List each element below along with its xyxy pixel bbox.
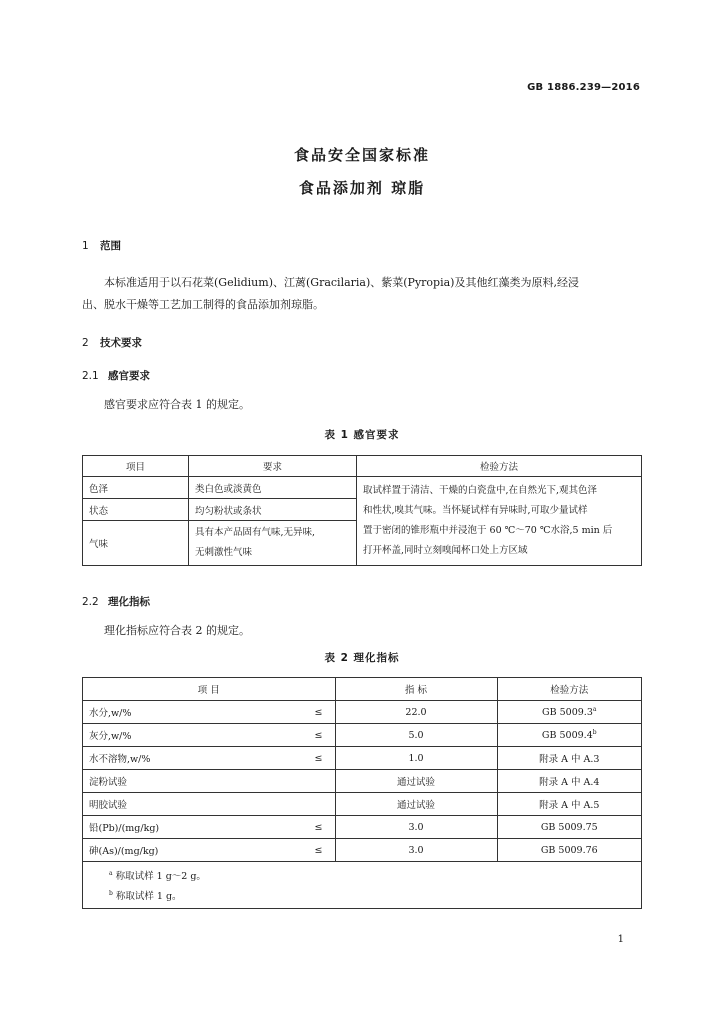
section-title: 技术要求 (100, 337, 142, 349)
cell-item: 水分,w/% (83, 701, 287, 724)
cell-requirement: 均匀粉状或条状 (189, 499, 357, 521)
section-title: 理化指标 (108, 596, 150, 608)
cell-item: 灰分,w/% (83, 724, 287, 747)
table-header-row (83, 456, 642, 477)
cell-relation: ≤ (287, 747, 336, 770)
cell-value: 22.0 (335, 701, 497, 724)
method-line: 和性状,嗅其气味。当怀疑试样有异味时,可取少量试样 (363, 505, 588, 516)
cell-item: 状态 (83, 499, 189, 521)
header-method: 检验方法 (357, 456, 642, 477)
footnote-text: 称取试样 1 g。 (115, 891, 182, 903)
method-text: GB 5009.3 (542, 707, 593, 719)
cell-method: GB 5009.75 (497, 816, 642, 839)
cell-item: 明胶试验 (83, 793, 287, 816)
sensory-paragraph: 感官要求应符合表 1 的规定。 (104, 398, 250, 411)
section-number: 2.1 (82, 370, 99, 382)
section-title: 范围 (100, 240, 121, 252)
cell-method: GB 5009.76 (497, 839, 642, 862)
table-row (83, 770, 642, 793)
table-1-sensory (82, 455, 642, 566)
section-2-2-heading (82, 594, 150, 609)
header-item: 项目 (83, 456, 189, 477)
cell-method: 附录 A 中 A.3 (497, 747, 642, 770)
cell-item: 砷(As)/(mg/kg) (83, 839, 287, 862)
footnote (109, 865, 635, 885)
table-row (83, 839, 642, 862)
section-1-heading (82, 238, 121, 253)
section-number: 2.2 (82, 596, 99, 608)
requirement-line: 具有本产品固有气味,无异味, (195, 527, 316, 538)
cell-method (497, 701, 642, 724)
header-requirement: 要求 (189, 456, 357, 477)
cell-method: 附录 A 中 A.4 (497, 770, 642, 793)
cell-relation (287, 770, 336, 793)
footnote-mark: a (109, 869, 113, 877)
method-text: GB 5009.4 (541, 730, 593, 742)
page-number: 1 (617, 934, 624, 945)
cell-relation: ≤ (287, 701, 336, 724)
table-1-caption: 表 1 感官要求 (324, 429, 400, 441)
header-method: 检验方法 (497, 678, 642, 701)
requirement-line: 无刺激性气味 (195, 547, 253, 558)
table-2-caption: 表 2 理化指标 (324, 652, 400, 664)
cell-method (357, 477, 642, 566)
cell-value: 1.0 (335, 747, 497, 770)
method-line: 打开杯盖,同时立刻嗅闻杯口处上方区域 (363, 545, 528, 556)
section-number: 2 (82, 337, 89, 349)
table-2-physchem (82, 677, 642, 909)
header-index: 指 标 (335, 678, 497, 701)
section-2-1-heading (82, 368, 150, 383)
cell-value: 5.0 (335, 724, 497, 747)
table-row (83, 793, 642, 816)
cell-method (497, 724, 642, 747)
section-title: 感官要求 (108, 370, 150, 382)
cell-value: 通过试验 (335, 770, 497, 793)
cell-item: 水不溶物,w/% (83, 747, 287, 770)
scope-line-1: 本标准适用于以石花菜(Gelidium)、江蓠(Gracilaria)、紫菜(Pyropia)及其他红藻类为原料,经浸 (104, 276, 579, 289)
section-number: 1 (82, 240, 89, 252)
section-2-heading (82, 335, 142, 350)
footnote (109, 885, 635, 905)
cell-relation: ≤ (287, 839, 336, 862)
footnote-mark: a (592, 705, 597, 713)
cell-item: 淀粉试验 (83, 770, 287, 793)
cell-value: 3.0 (335, 816, 497, 839)
standard-code: GB 1886.239—2016 (527, 82, 640, 93)
footnote-text: 称取试样 1 g～2 g。 (115, 871, 206, 882)
header-item: 项 目 (83, 678, 336, 701)
method-line: 置于密闭的锥形瓶中并浸泡于 60 ℃～70 ℃水浴,5 min 后 (363, 525, 613, 536)
table-row (83, 477, 642, 499)
table-row (83, 816, 642, 839)
cell-requirement (189, 521, 357, 566)
footnote-mark: b (109, 890, 113, 897)
table-notes-row (83, 862, 642, 909)
physchem-paragraph: 理化指标应符合表 2 的规定。 (104, 624, 250, 637)
cell-relation: ≤ (287, 724, 336, 747)
footnote-mark: b (592, 728, 597, 736)
cell-value: 3.0 (335, 839, 497, 862)
table-row (83, 701, 642, 724)
cell-method: 附录 A 中 A.5 (497, 793, 642, 816)
cell-item: 色泽 (83, 477, 189, 499)
cell-relation (287, 793, 336, 816)
scope-line-2: 出、脱水干燥等工艺加工制得的食品添加剂琼脂。 (82, 298, 324, 311)
table-footnotes (83, 862, 642, 909)
table-row (83, 747, 642, 770)
cell-item: 铅(Pb)/(mg/kg) (83, 816, 287, 839)
cell-requirement: 类白色或淡黄色 (189, 477, 357, 499)
document-subtitle: 食品添加剂 琼脂 (298, 179, 426, 197)
table-row (83, 724, 642, 747)
cell-item: 气味 (83, 521, 189, 566)
scope-paragraph (82, 272, 642, 316)
cell-relation: ≤ (287, 816, 336, 839)
table-header-row (83, 678, 642, 701)
method-line: 取试样置于清洁、干燥的白瓷盘中,在自然光下,观其色泽 (363, 485, 598, 496)
document-title: 食品安全国家标准 (293, 146, 430, 164)
cell-value: 通过试验 (335, 793, 497, 816)
